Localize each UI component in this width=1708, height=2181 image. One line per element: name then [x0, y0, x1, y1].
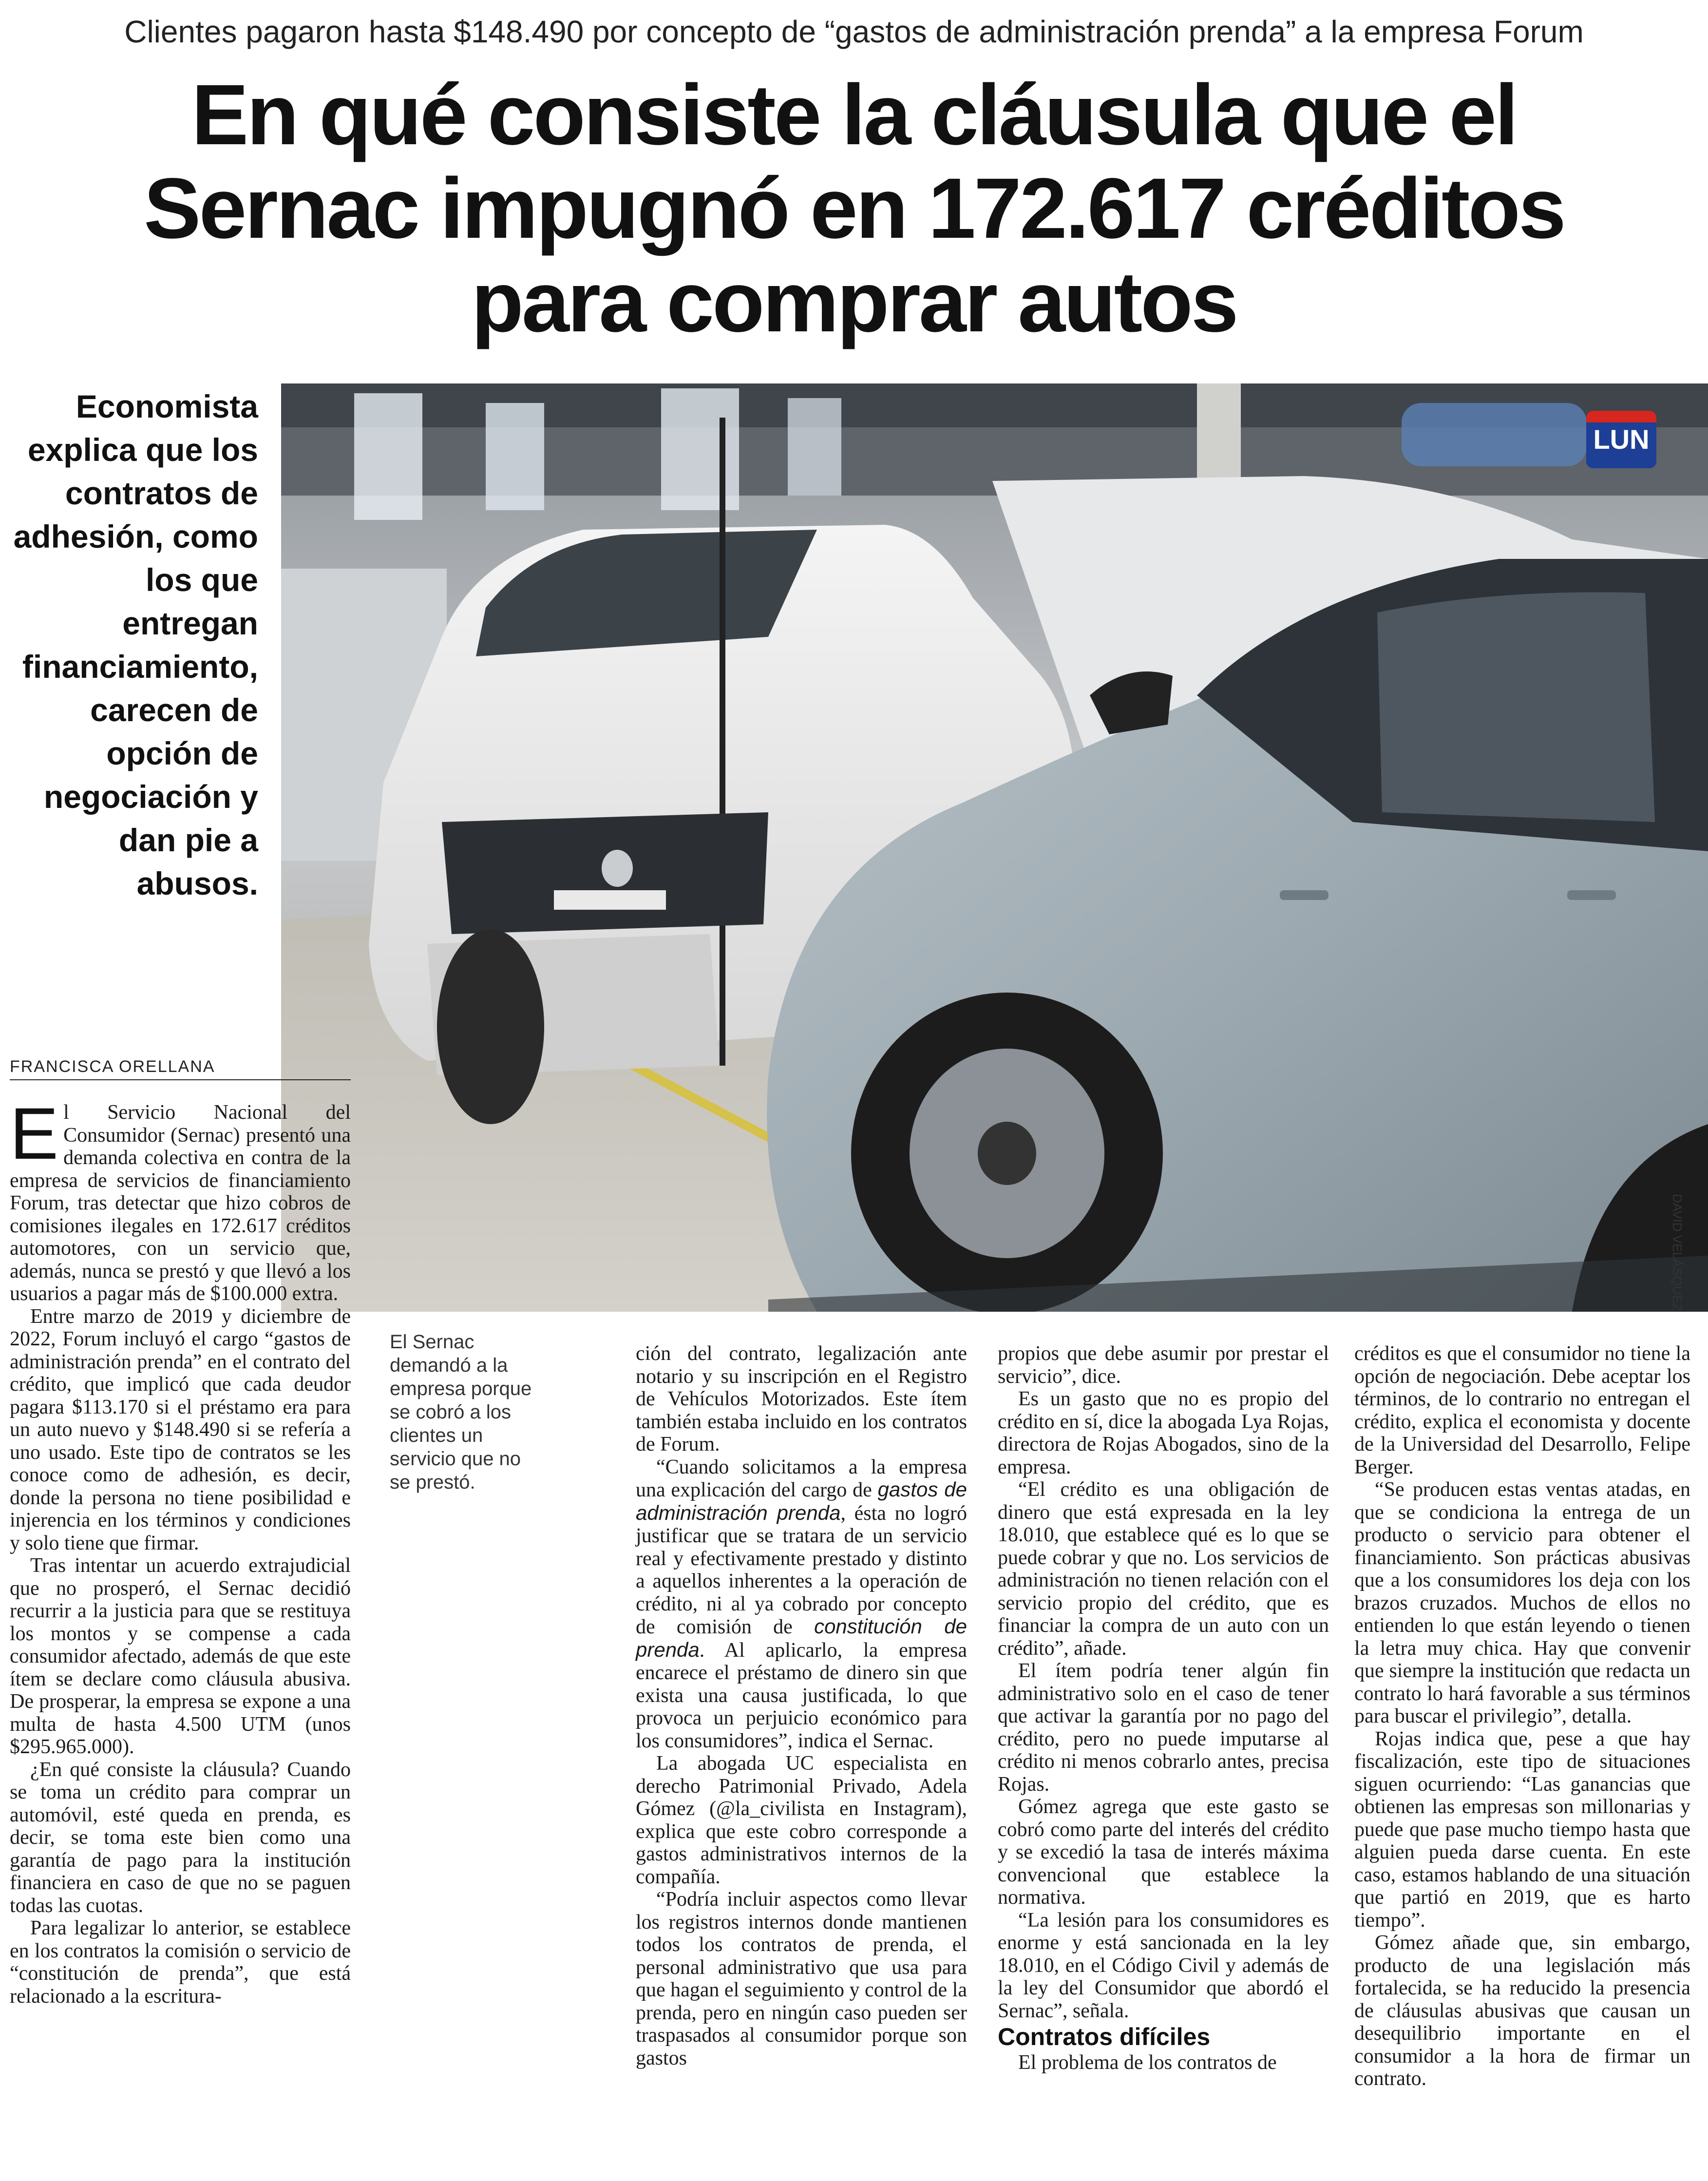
paragraph-12: “El crédito es una obligación de dinero que está expresada en la ley 18.010, que establece qué es lo que se puede cobrar y que no. Los servicios de administración no tienen relación con el servicio propio del crédito, que es financiar la compra de un auto con un crédito”, añade. — [998, 1478, 1329, 1660]
kicker: Clientes pagaron hasta $148.490 por concepto de “gastos de administración prenda” a la empresa Forum — [124, 14, 1584, 49]
headline-line-2: Sernac impugnó en 172.617 créditos — [144, 161, 1564, 256]
paragraph-7-c: . Al aplicarlo, la empresa encarece el préstamo de dinero sin que exista una causa justificada, lo que provoca un perjuicio económico para los consumidores”, indica el Sernac. — [636, 1639, 967, 1752]
headline — [58, 68, 1650, 349]
paragraph-17: créditos es que el consumidor no tiene la opción de negociación. Debe aceptar los términos, de lo contrario no entregan el crédito, explica el economista y docente de la Universidad del Desarrollo, Felipe Berger. — [1354, 1342, 1690, 1478]
paragraph-8: La abogada UC especialista en derecho Patrimonial Privado, Adela Gómez (@la_civilista en Instagram), explica que este cobro corresponde a gastos administrativos internos de la compañía. — [636, 1752, 967, 1888]
paragraph-4: ¿En qué consiste la cláusula? Cuando se toma un crédito para comprar un automóvil, esté queda en prenda, es decir, se toma este bien como una garantía de pago para la institución financiera en caso de que no se paguen todas las cuotas. — [10, 1758, 351, 1917]
paragraph-13: El ítem podría tener algún fin administrativo solo en el caso de tener que activar la garantía por no pago del crédito, pero no puede imputarse al crédito ni menos cobrarlo antes, precisa Rojas. — [998, 1660, 1329, 1796]
paragraph-5: Para legalizar lo anterior, se establece en los contratos la comisión o servicio de “constitución de prenda”, que está relacionado a la escritura- — [10, 1917, 351, 2008]
body-column-2 — [636, 1342, 967, 2069]
body-column-3 — [998, 1342, 1329, 2074]
paragraph-1-text: l Servicio Nacional del Consumidor (Sernac) presentó una demanda colectiva en contra de la empresa de servicios de financiamiento Forum, tras detectar que hizo cobros de comisiones ilegales en 172.617 créditos automotores, con un servicio que, además, nunca se prestó y que llevó a los usuarios a pagar más de $100.000 extra. — [10, 1101, 351, 1305]
headline-line-3: para comprar autos — [471, 254, 1237, 350]
paragraph-19: Rojas indica que, pese a que hay fiscalización, este tipo de situaciones siguen ocurriendo: “Las ganancias que obtienen las empresas son millonarias y puede que pase mucho tiempo hasta que alguien pueda darse cuenta. En este caso, estamos hablando de una situación que partió en 2019, que es harto tiempo”. — [1354, 1727, 1690, 1932]
paragraph-7-a: “Cuando solicitamos a la empresa una explicación del cargo de — [636, 1455, 967, 1501]
paragraph-9: “Podría incluir aspectos como llevar los registros internos donde mantienen todos los contratos de prenda, el personal administrativo que usa para que hagan el seguimiento y control de la prenda, pero en ningún caso pueden ser traspasados al consumidor porque son gastos — [636, 1888, 967, 2069]
paragraph-7-b: , ésta no logró justificar que se tratara de un servicio real y efectivamente prestado y distinto a aquellos inherentes a la operación de crédito, ni al ya cobrado por concepto de comisión de — [636, 1502, 967, 1638]
body-column-4 — [1354, 1342, 1690, 2090]
paragraph-20: Gómez añade que, sin embargo, producto de una legislación más fortalecida, se ha reducido la presencia de cláusulas abusivas que causan un desequilibrio importante en el consumidor a la hora de firmar un contrato. — [1354, 1932, 1690, 2090]
photo-caption: El Sernac demandó a la empresa porque se cobró a los clientes un servicio que no se prestó. — [390, 1331, 532, 1493]
lun-logo — [1586, 411, 1656, 468]
paragraph-7 — [636, 1456, 967, 1753]
paragraph-15: “La lesión para los consumidores es enorme y está sancionada en la ley 18.010, en el Código Civil y además de la ley del Consumidor que abordó el Sernac”, señala. — [998, 1909, 1329, 2022]
paragraph-10: propios que debe asumir por prestar el servicio”, dice. — [998, 1342, 1329, 1388]
paragraph-1 — [10, 1092, 351, 1305]
photo-illustration — [281, 383, 1708, 1312]
photo-credit: DAVID VELÁSQUEZ — [1670, 1194, 1685, 1311]
lun-logo-red-band — [1586, 411, 1656, 422]
paragraph-18: “Se producen estas ventas atadas, en que se condiciona la entrega de un producto o servicio para obtener el financiamiento. Son prácticas abusivas que a los consumidores los deja con los brazos cruzados. Muchos de ellos no entienden lo que están leyendo o tienen la letra muy chica. Hay que convenir que siempre la institución que redacta un contrato lo hará favorable a sus términos para buscar el privilegio”, detalla. — [1354, 1478, 1690, 1727]
paragraph-2: Entre marzo de 2019 y diciembre de 2022, Forum incluyó el cargo “gastos de administración prenda” en el contrato del crédito, que implicó que cada deudor pagara $113.170 si el préstamo era para un auto nuevo y $148.490 si se refería a uno usado. Este tipo de contratos se les conoce como de adhesión, es decir, donde la persona no tiene posibilidad e injerencia en los términos y condiciones y solo tiene que firmar. — [10, 1305, 351, 1554]
deck: Economista explica que los contratos de adhesión, como los que entregan financiamiento, carecen de opción de negociación y dan pie a abusos. — [13, 388, 258, 901]
paragraph-16: El problema de los contratos de — [1018, 2051, 1277, 2074]
lun-logo-text: LUN — [1593, 424, 1650, 455]
byline: FRANCISCA ORELLANA — [10, 1057, 351, 1080]
headline-line-1: En qué consiste la cláusula que el — [191, 67, 1517, 163]
paragraph-6: ción del contrato, legalización ante notario y su inscripción en el Registro de Vehículos Motorizados. Este ítem también estaba incluido en los contratos de Forum. — [636, 1342, 967, 1455]
paragraph-11: Es un gasto que no es propio del crédito en sí, dice la abogada Lya Rojas, directora de Rojas Abogados, sino de la empresa. — [998, 1388, 1329, 1478]
paragraph-7-em-2: constitución de prenda — [636, 1615, 967, 1661]
body-column-1 — [10, 1092, 351, 2008]
photo-cars-dealership — [281, 383, 1708, 1312]
paragraph-14: Gómez agrega que este gasto se cobró como parte del interés del crédito y se excedió la tasa de interés máxima convencional que establece la normativa. — [998, 1796, 1329, 1909]
dropcap: E — [10, 1092, 59, 1174]
subhead: Contratos difíciles — [998, 2023, 1211, 2050]
paragraph-3: Tras intentar un acuerdo extrajudicial que no prosperó, el Sernac decidió recurrir a la justicia para que se restituya los montos y se compense a cada consumidor afectado, además de que este ítem se declare como cláusula abusiva. De prosperar, la empresa se expone a una multa de hasta 4.500 UTM (unos $295.965.000). — [10, 1554, 351, 1758]
paragraph-7-em-1: gastos de administración prenda — [636, 1478, 967, 1524]
